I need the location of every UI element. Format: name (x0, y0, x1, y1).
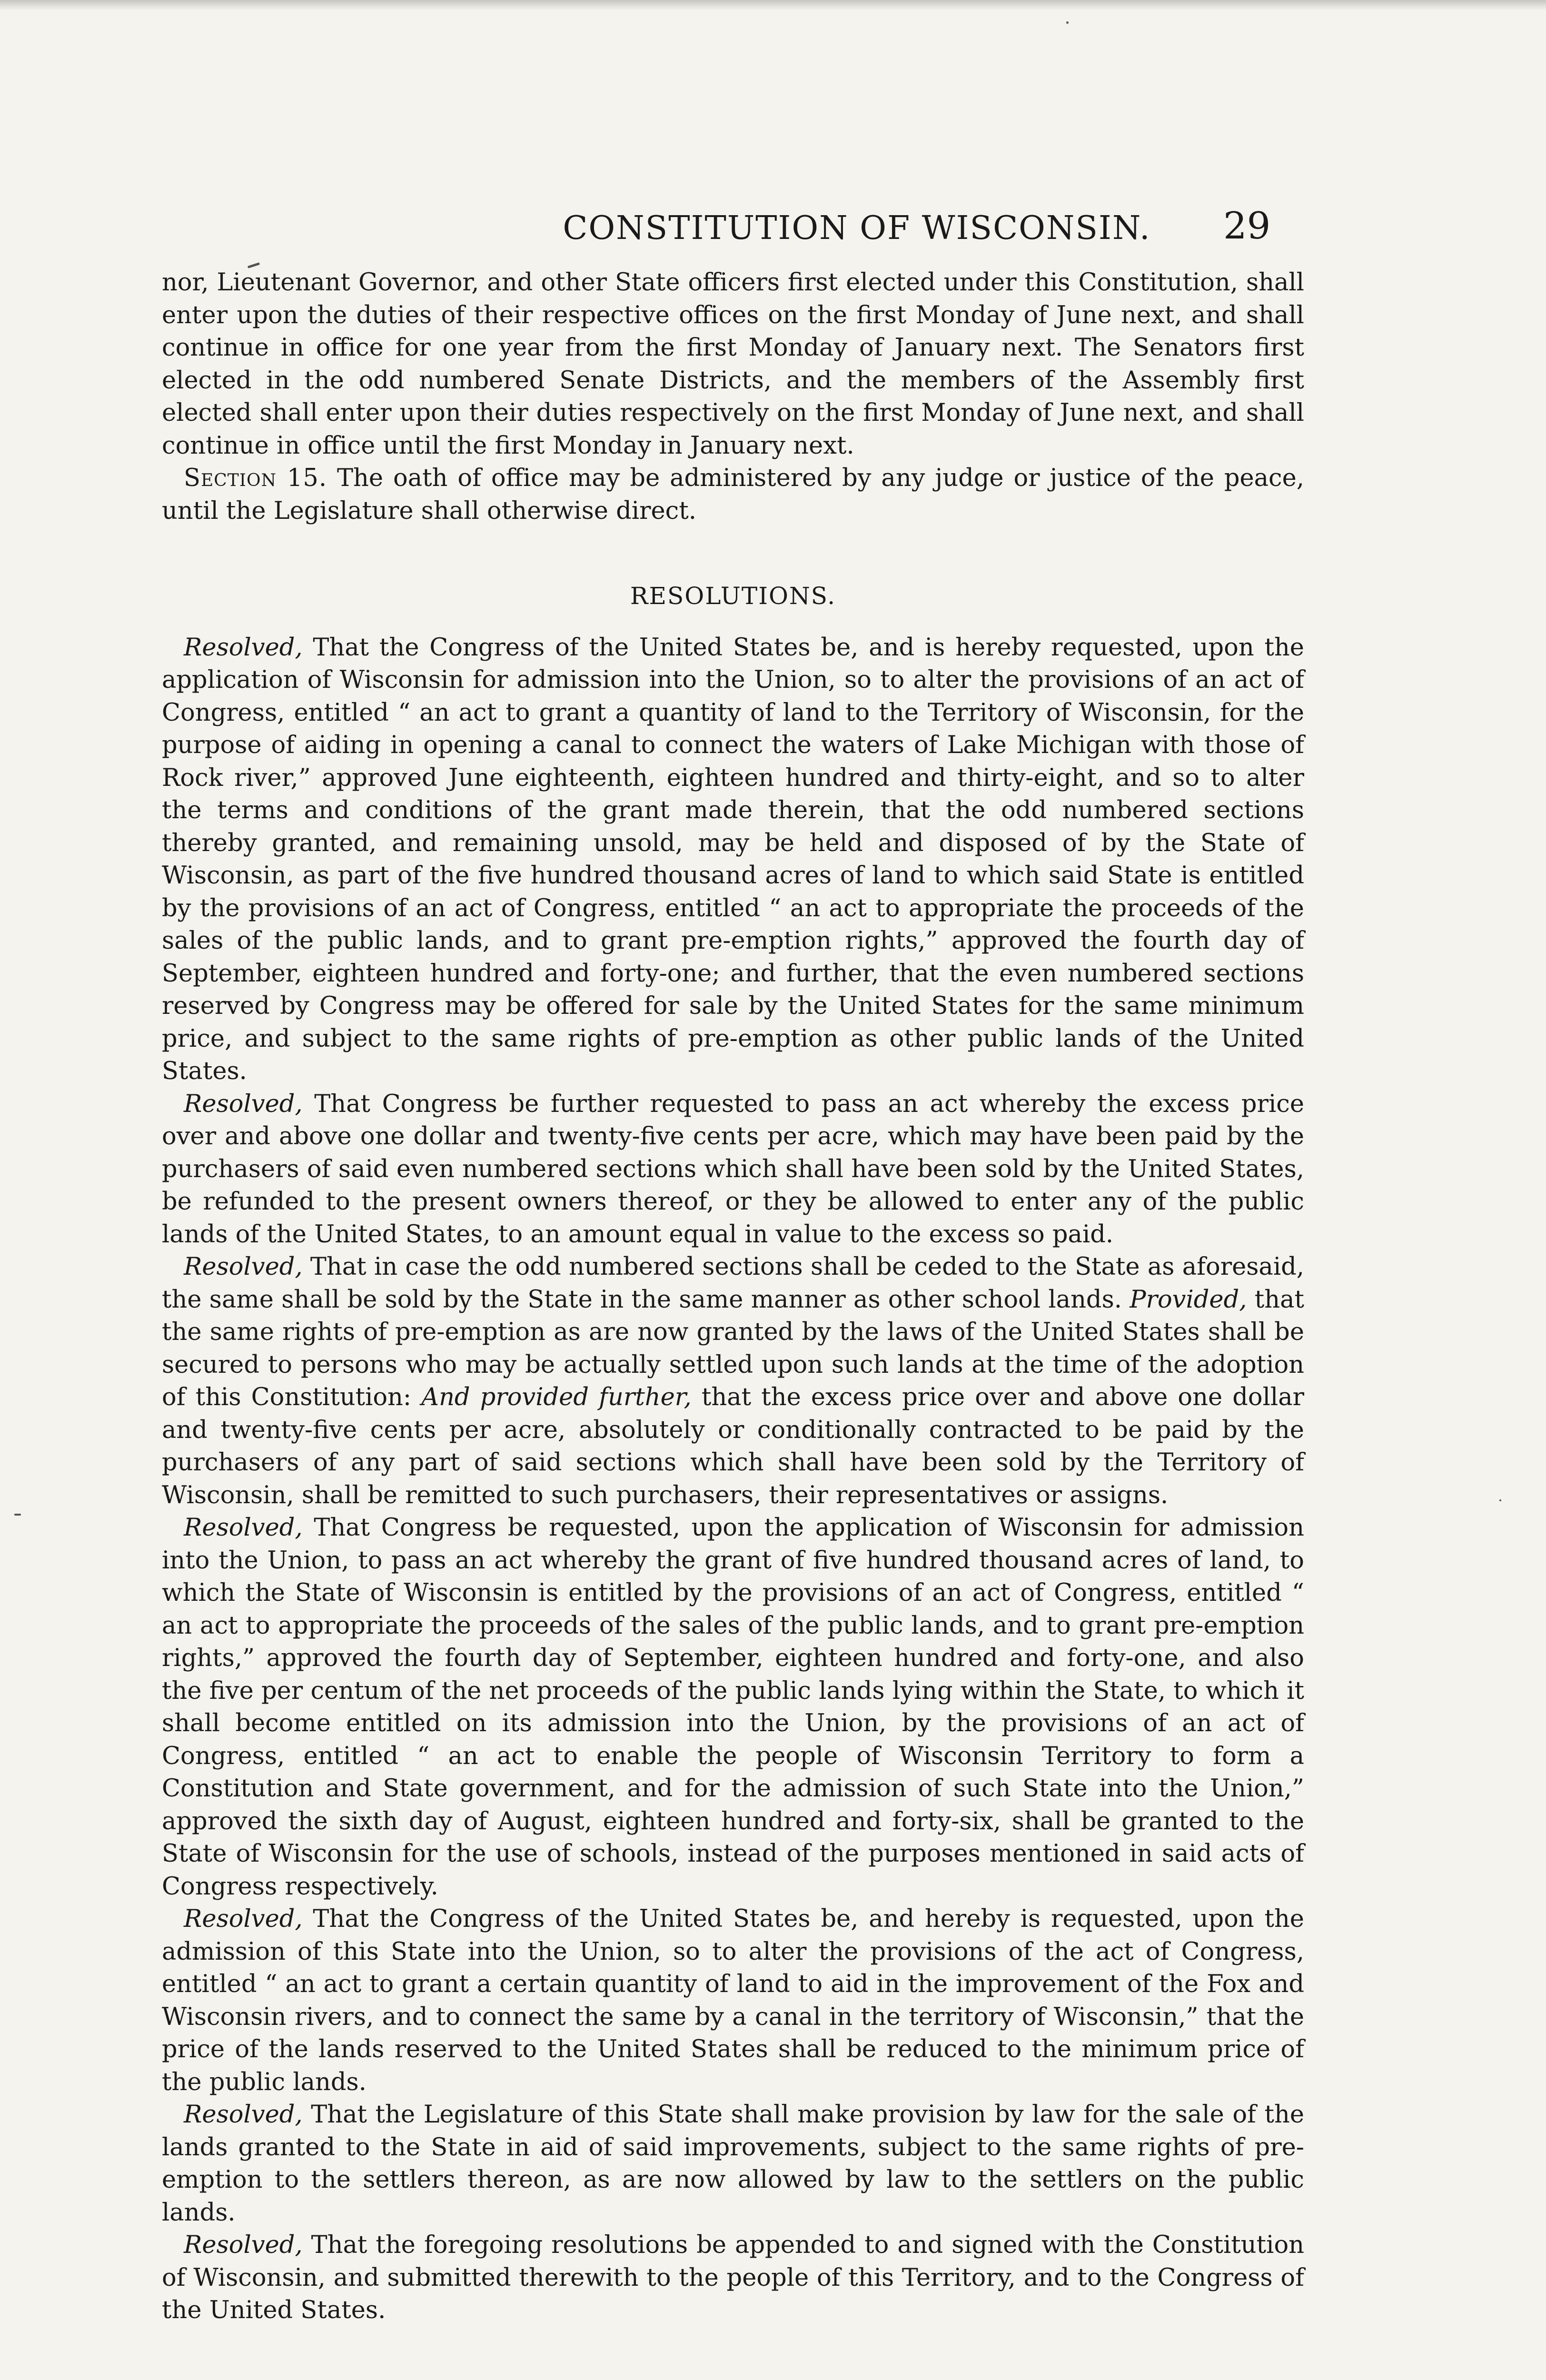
provided-further-label: And provided further, (421, 1383, 692, 1411)
resolution-text: That the foregoing resolutions be appended to and signed with the Constitution of Wisconsin, and submitted therewith to the people of this Territory, and to the Congress of the United States. (162, 2231, 1305, 2324)
section-15-text: The oath of office may be administered by any judge or justice of the peace, until the Legislature shall otherwise direct. (162, 464, 1305, 525)
text-column (162, 267, 1304, 2327)
scan-speck (1066, 21, 1069, 24)
resolved-label: Resolved, (184, 1905, 303, 1933)
resolved-label: Resolved, (184, 2101, 303, 2129)
resolution-text: That the Congress of the United States be, and is hereby requested, upon the application of Wisconsin for admission into the Union, so to alter the provisions of an act of Congress, entitled “ an act to grant a quantity of land to the Territory of Wisconsin, for the purpose of aiding in opening a canal to connect the waters of Lake Michigan with those of Rock river,” approved June eighteenth, eighteen hundred and thirty-eight, and so to alter the terms and conditions of the grant made therein, that the odd numbered sections thereby granted, and remaining unsold, may be held and disposed of by the State of Wisconsin, as part of the five hundred thousand acres of land to which said State is entitled by the provisions of an act of Congress, entitled “ an act to appropriate the proceeds of the sales of the public lands, and to grant pre-emption rights,” approved the fourth day of September, eighteen hundred and forty-one; and further, that the even numbered sections reserved by Congress may be offered for sale by the United States for the same minimum price, and subject to the same rights of pre-emption as other public lands of the United States. (162, 633, 1304, 1085)
resolution-text: That Congress be further requested to pass an act whereby the excess price over and above one dollar and twenty-five cents per acre, which may have been paid by the purchasers of said even numbered sections which shall have been sold by the United States, be refunded to the present owners thereof, or they be allowed to enter any of the public lands of the United States, to an amount equal in value to the excess so paid. (162, 1090, 1304, 1249)
resolved-label: Resolved, (184, 1253, 303, 1281)
resolution-2 (162, 1088, 1304, 1251)
resolution-text: That in case the odd numbered sections shall be ceded to the State as aforesaid, the same shall be sold by the State in the same manner as other school lands. (162, 1253, 1304, 1314)
resolution-5 (162, 1903, 1304, 2099)
section-15-paragraph (162, 462, 1304, 527)
resolved-label: Resolved, (184, 2231, 303, 2259)
resolved-label: Resolved, (184, 633, 303, 662)
provided-further-text: that the excess price over and above one dollar and twenty-five cents per acre, absolutely or conditionally contracted to be paid by the purchasers of any part of said sections which shall have been sold by the Territory of Wisconsin, shall be remitted to such purchasers, their representatives or assigns. (162, 1383, 1305, 1509)
provided-label: Provided, (1130, 1285, 1247, 1314)
resolutions-heading: RESOLUTIONS. (630, 582, 836, 610)
running-header: CONSTITUTION OF WISCONSIN. (563, 209, 1151, 247)
resolution-4 (162, 1512, 1304, 1903)
resolved-label: Resolved, (184, 1514, 303, 1542)
continuation-text: nor, Lieutenant Governor, and other State officers first elected under this Constitution, shall enter upon the duties of their respective offices on the first Monday of June next, and shall continue in office for one year from the first Monday of January next. The Senators first elected in the odd numbered Senate Districts, and the members of the Assembly first elected shall enter upon their duties respectively on the first Monday of June next, and shall continue in office until the first Monday in January next. (162, 268, 1304, 460)
scan-speck (1499, 1499, 1501, 1501)
page-number: 29 (1223, 205, 1271, 248)
resolution-6 (162, 2099, 1304, 2229)
continuation-paragraph (162, 267, 1304, 462)
provided-text: that the same rights of pre-emption as are now granted by the laws of the United States shall be secured to persons who may be actually settled upon such lands at the time of the adoption of this Constitution: (162, 1285, 1304, 1411)
resolution-text: That the Congress of the United States be, and hereby is requested, upon the admission of this State into the Union, so to alter the provisions of the act of Congress, entitled “ an act to grant a certain quantity of land to aid in the improvement of the Fox and Wisconsin rivers, and to connect the same by a canal in the territory of Wisconsin,” that the price of the lands reserved to the United States shall be reduced to the minimum price of the public lands. (162, 1905, 1304, 2096)
section-15-label: Section 15. (184, 464, 327, 492)
scan-speck (14, 1514, 21, 1516)
resolution-3 (162, 1251, 1304, 1512)
resolution-text: That Congress be requested, upon the application of Wisconsin for admission into the Union, to pass an act whereby the grant of five hundred thousand acres of land, to which the State of Wisconsin is entitled by the provisions of an act of Congress, entitled “ an act to appropriate the proceeds of the sales of the public lands, and to grant pre-emption rights,” approved the fourth day of September, eighteen hundred and forty-one, and also the five per centum of the net proceeds of the public lands lying within the State, to which it shall become entitled on its admission into the Union, by the provisions of an act of Congress, entitled “ an act to enable the people of Wisconsin Territory to form a Constitution and State government, and for the admission of such State into the Union,” approved the sixth day of August, eighteen hundred and forty-six, shall be granted to the State of Wisconsin for the use of schools, instead of the purposes mentioned in said acts of Congress respectively. (162, 1514, 1304, 1901)
resolution-7 (162, 2229, 1304, 2327)
resolved-label: Resolved, (184, 1090, 303, 1118)
resolution-1 (162, 632, 1304, 1088)
resolution-text: That the Legislature of this State shall make provision by law for the sale of the lands granted to the State in aid of said improvements, subject to the same rights of pre-emption to the settlers thereon, as are now allowed by law to the settlers on the public lands. (162, 2101, 1304, 2227)
